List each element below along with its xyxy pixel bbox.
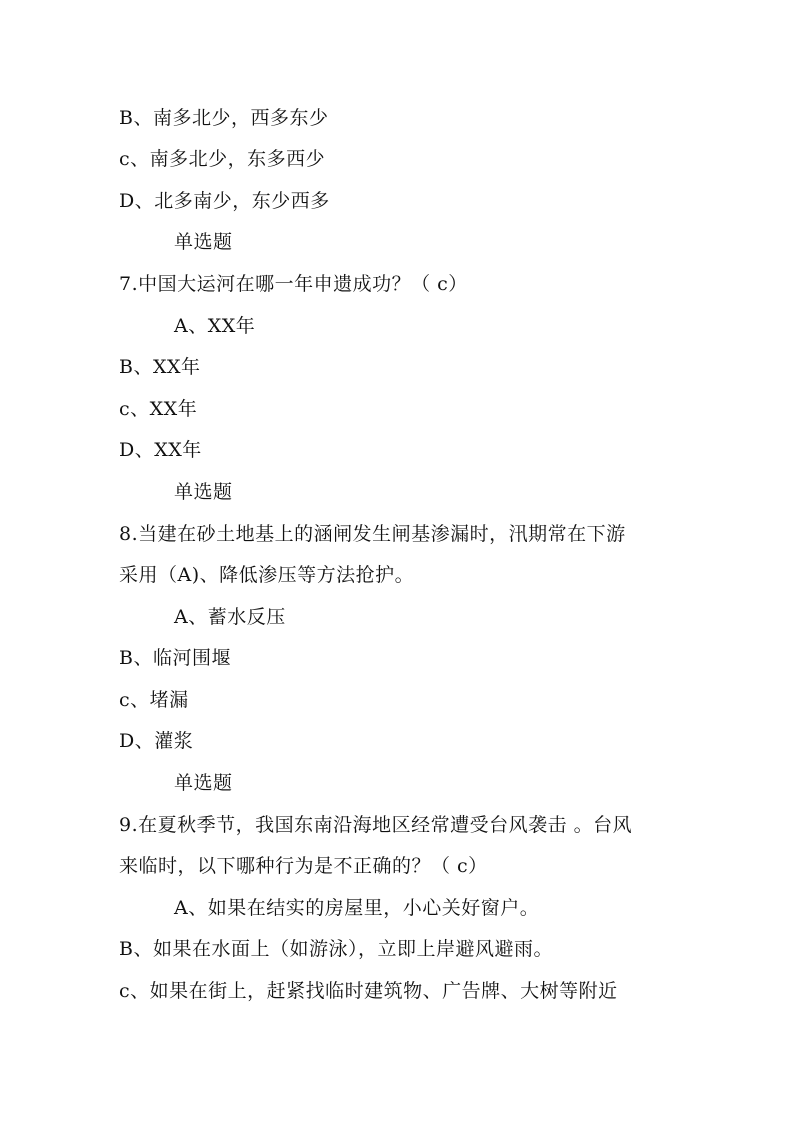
q7-option-c: c、XX年 [119, 398, 198, 420]
q7-question: 7.中国大运河在哪一年申遗成功？（ c） [119, 273, 468, 295]
q6-option-c: c、南多北少，东多西少 [119, 148, 326, 170]
q8-option-a: A、蓄水反压 [174, 606, 286, 628]
q9-question-line2: 来临时，以下哪种行为是不正确的？（ c） [119, 855, 488, 877]
q7-option-d: D、XX年 [119, 439, 202, 461]
q9-question-line1: 9.在夏秋季节，我国东南沿海地区经常遭受台风袭击 。台风 [119, 814, 633, 836]
q8-type-label: 单选题 [174, 481, 233, 503]
q6-option-d: D、北多南少，东少西多 [119, 190, 330, 212]
q9-option-b: B、如果在水面上（如游泳），立即上岸避风避雨。 [119, 938, 553, 960]
q7-option-a: A、XX年 [174, 315, 256, 337]
q9-option-a: A、如果在结实的房屋里，小心关好窗户。 [174, 897, 540, 919]
q7-type-label: 单选题 [174, 231, 233, 253]
q8-option-b: B、临河围堰 [119, 647, 231, 669]
q6-option-b: B、南多北少，西多东少 [119, 107, 329, 129]
q8-option-c: c、堵漏 [119, 689, 189, 711]
q8-question-line1: 8.当建在砂土地基上的涵闸发生闸基渗漏时，汛期常在下游 [119, 523, 626, 545]
q7-option-b: B、XX年 [119, 356, 201, 378]
q8-question-line2: 采用（A)、降低渗压等方法抢护。 [119, 564, 415, 586]
q9-option-c: c、如果在街上，赶紧找临时建筑物、广告牌、大树等附近 [119, 980, 618, 1002]
q9-type-label: 单选题 [174, 772, 233, 794]
q8-option-d: D、灌浆 [119, 730, 194, 752]
